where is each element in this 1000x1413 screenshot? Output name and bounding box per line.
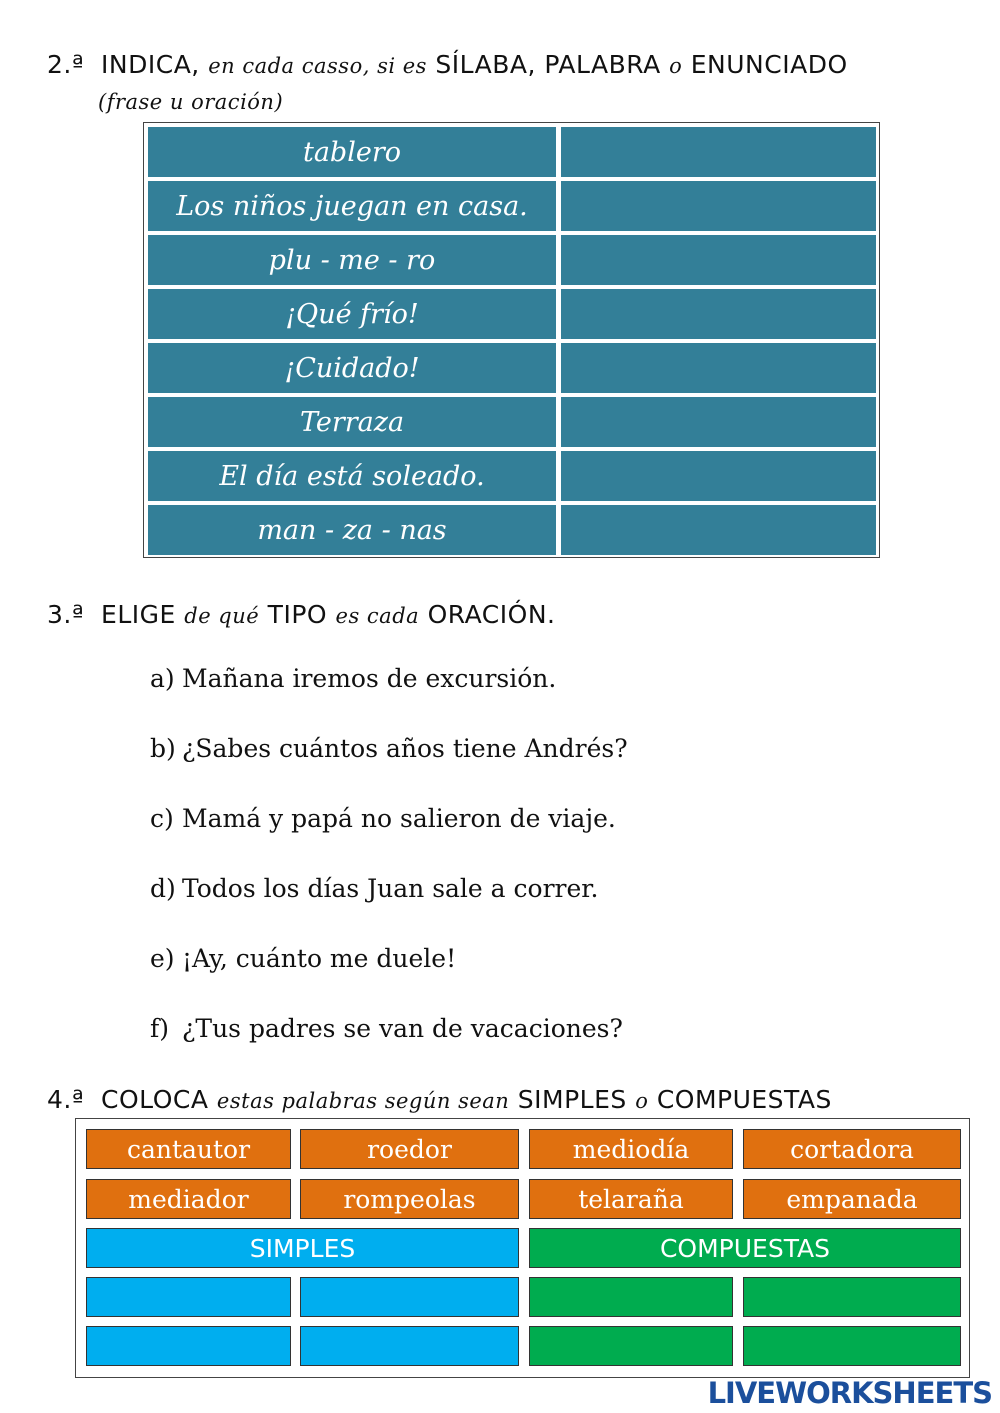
table-prompt-cell: El día está soleado. — [148, 451, 556, 501]
section-number: 2.ª — [47, 50, 85, 79]
title-part: COMPUESTAS — [656, 1085, 832, 1114]
sentence-text: ¿Sabes cuántos años tiene Andrés? — [182, 734, 628, 763]
classification-table — [143, 122, 880, 558]
title-part: en cada casso, si es — [208, 54, 427, 78]
sentence-letter: b) — [150, 734, 176, 763]
word-tile[interactable]: cantautor — [86, 1129, 291, 1169]
sentence-item[interactable] — [150, 734, 628, 763]
sentence-item[interactable] — [150, 804, 616, 833]
title-part: TIPO — [267, 600, 328, 629]
table-answer-dropzone[interactable] — [561, 505, 876, 555]
table-prompt-cell: plu - me - ro — [148, 235, 556, 285]
word-tile[interactable]: empanada — [743, 1179, 961, 1219]
liveworksheets-logo: LIVEWORKSHEETS — [707, 1376, 992, 1410]
word-tile[interactable]: telaraña — [529, 1179, 733, 1219]
table-prompt-cell: ¡Cuidado! — [148, 343, 556, 393]
table-prompt-cell: man - za - nas — [148, 505, 556, 555]
sentence-text: Mamá y papá no salieron de viaje. — [182, 804, 616, 833]
compuestas-header: COMPUESTAS — [529, 1228, 961, 1268]
table-answer-dropzone[interactable] — [561, 397, 876, 447]
title-part: SÍLABA, PALABRA — [435, 50, 661, 79]
word-tile[interactable]: mediodía — [529, 1129, 733, 1169]
sentence-letter: a) — [150, 664, 175, 693]
sentence-letter: e) — [150, 944, 175, 973]
table-answer-dropzone[interactable] — [561, 127, 876, 177]
table-prompt-cell: ¡Qué frío! — [148, 289, 556, 339]
title-part: ELIGE — [101, 600, 176, 629]
sentence-letter: f) — [150, 1014, 170, 1043]
title-part: de qué — [184, 604, 260, 628]
simples-dropzone[interactable] — [300, 1277, 519, 1317]
sentence-item[interactable] — [150, 874, 598, 903]
word-tile[interactable]: cortadora — [743, 1129, 961, 1169]
table-answer-dropzone[interactable] — [561, 235, 876, 285]
sentence-text: ¿Tus padres se van de vacaciones? — [182, 1014, 623, 1043]
word-tile[interactable]: mediador — [86, 1179, 291, 1219]
table-prompt-cell: Terraza — [148, 397, 556, 447]
simples-dropzone[interactable] — [300, 1326, 519, 1366]
table-answer-dropzone[interactable] — [561, 181, 876, 231]
title-part: estas palabras según sean — [216, 1089, 510, 1113]
section2-title — [47, 50, 848, 79]
section4-title — [47, 1085, 832, 1114]
compuestas-dropzone[interactable] — [743, 1326, 961, 1366]
title-part: INDICA, — [101, 50, 200, 79]
title-part: o — [669, 54, 683, 78]
sentence-text: Mañana iremos de excursión. — [182, 664, 557, 693]
compuestas-dropzone[interactable] — [743, 1277, 961, 1317]
sentence-text: Todos los días Juan sale a correr. — [182, 874, 599, 903]
sentence-item[interactable] — [150, 664, 556, 693]
title-part: COLOCA — [101, 1085, 209, 1114]
sentence-text: ¡Ay, cuánto me duele! — [182, 944, 457, 973]
title-part: SIMPLES — [517, 1085, 627, 1114]
table-answer-dropzone[interactable] — [561, 343, 876, 393]
compuestas-dropzone[interactable] — [529, 1326, 733, 1366]
table-prompt-cell: Los niños juegan en casa. — [148, 181, 556, 231]
simples-dropzone[interactable] — [86, 1326, 291, 1366]
word-tile[interactable]: rompeolas — [300, 1179, 519, 1219]
title-part: ORACIÓN. — [427, 600, 556, 629]
sentence-letter: d) — [150, 874, 176, 903]
title-part: ENUNCIADO — [690, 50, 848, 79]
word-tile[interactable]: roedor — [300, 1129, 519, 1169]
compuestas-dropzone[interactable] — [529, 1277, 733, 1317]
section3-title — [47, 600, 555, 629]
simples-dropzone[interactable] — [86, 1277, 291, 1317]
sentence-item[interactable] — [150, 944, 456, 973]
title-part: o — [635, 1089, 649, 1113]
simples-header: SIMPLES — [86, 1228, 519, 1268]
title-part: es cada — [335, 604, 420, 628]
sentence-item[interactable] — [150, 1014, 623, 1043]
table-prompt-cell: tablero — [148, 127, 556, 177]
section-number: 3.ª — [47, 600, 85, 629]
section-number: 4.ª — [47, 1085, 85, 1114]
table-answer-dropzone[interactable] — [561, 451, 876, 501]
sentence-letter: c) — [150, 804, 174, 833]
section2-subtitle: (frase u oración) — [98, 90, 284, 114]
table-answer-dropzone[interactable] — [561, 289, 876, 339]
